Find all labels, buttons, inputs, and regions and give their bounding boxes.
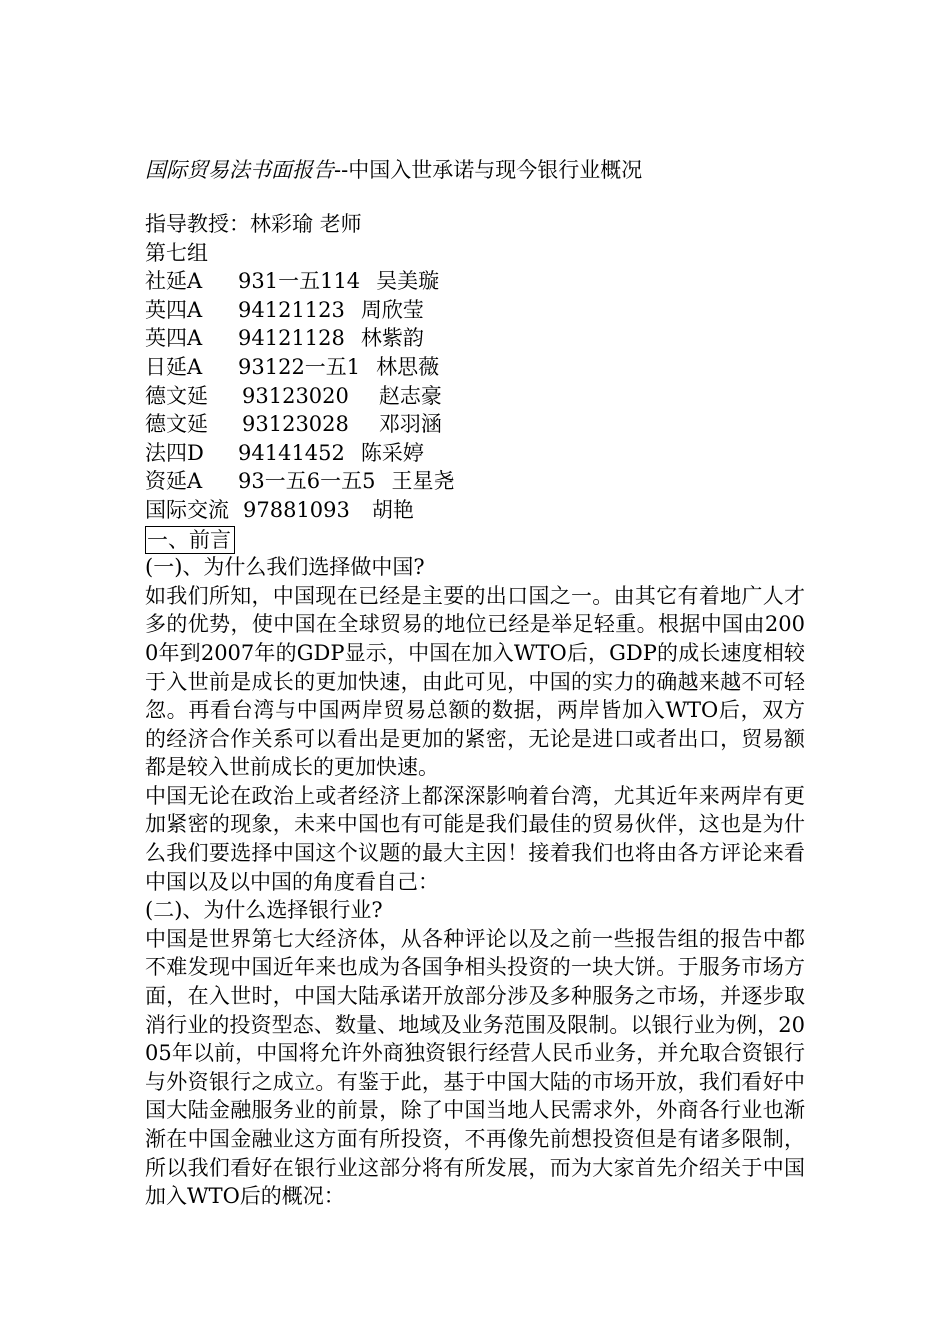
member-id: 97881093 — [243, 497, 350, 522]
member-name: 陈采婷 — [360, 440, 424, 465]
member-name: 胡艳 — [371, 497, 414, 522]
member-name: 吴美璇 — [376, 269, 440, 294]
member-id: 93122一五1 — [238, 354, 361, 379]
section-heading-row — [145, 525, 805, 554]
member-row — [145, 267, 805, 296]
member-class: 法四D — [145, 440, 204, 465]
member-id: 93123020 — [242, 383, 349, 408]
member-class: 社延A — [145, 269, 203, 294]
member-id: 93一五6一五5 — [238, 469, 376, 494]
member-class: 德文延 — [145, 383, 208, 408]
member-class: 德文延 — [145, 412, 208, 437]
member-id: 94121128 — [238, 326, 345, 351]
section-heading-preface: 一、前言 — [145, 526, 235, 554]
group-label: 第七组 — [145, 240, 208, 265]
paragraph: 如我们所知，中国现在已经是主要的出口国之一。由其它有着地广人才多的优势，使中国在全球贸易的地位已经是举足轻重。根据中国由2000年到2007年的GDP显示，中国在加入WTO后，GDP的成长速度相较于入世前是成长的更加快速，由此可见，中国的实力的确越来越不可轻忽。再看台湾与中国两岸贸易总额的数据，两岸皆加入WTO后，双方的经济合作关系可以看出是更加的紧密，无论是进口或者出口，贸易额都是较入世前成长的更加快速。 — [145, 583, 805, 780]
member-id: 94121123 — [238, 297, 345, 322]
paragraph: 中国无论在政治上或者经济上都深深影响着台湾，尤其近年来两岸有更加紧密的现象，未来中国也有可能是我们最佳的贸易伙伴，这也是为什么我们要选择中国这个议题的最大主因！接着我们也将由各方评论来看中国以及以中国的角度看自己： — [145, 783, 805, 894]
member-row — [145, 496, 805, 525]
member-name: 林紫韵 — [360, 326, 424, 351]
subsection-heading-why-banking: (二)、为什么选择银行业? — [145, 898, 383, 923]
subsection-heading-why-china: (一)、为什么我们选择做中国? — [145, 555, 425, 580]
member-row — [145, 296, 805, 325]
member-name: 周欣莹 — [360, 297, 424, 322]
member-id: 931一五114 — [238, 269, 361, 294]
member-class: 英四A — [145, 297, 203, 322]
member-row — [145, 324, 805, 353]
member-name: 王星尧 — [391, 469, 455, 494]
member-id: 94141452 — [238, 440, 345, 465]
report-title — [145, 152, 805, 188]
member-name: 赵志豪 — [378, 383, 442, 408]
member-row — [145, 439, 805, 468]
member-class: 国际交流 — [145, 497, 229, 522]
document-body — [145, 152, 805, 1211]
member-row — [145, 467, 805, 496]
member-row — [145, 410, 805, 439]
member-class: 日延A — [145, 354, 203, 379]
advisor-line: 指导教授：林彩瑜 老师 — [145, 212, 362, 236]
member-class: 英四A — [145, 326, 203, 351]
member-id: 93123028 — [242, 412, 349, 437]
paragraph: 中国是世界第七大经济体，从各种评论以及之前一些报告组的报告中都不难发现中国近年来也成为各国争相头投资的一块大饼。于服务市场方面，在入世时，中国大陆承诺开放部分涉及多种服务之市场，并逐步取消行业的投资型态、数量、地域及业务范围及限制。以银行业为例，2005年以前，中国将允许外商独资银行经营人民币业务，并允取合资银行与外资银行之成立。有鉴于此，基于中国大陆的市场开放，我们看好中国大陆金融服务业的前景，除了中国当地人民需求外，外商各行业也渐渐在中国金融业这方面有所投资，不再像先前想投资但是有诸多限制，所以我们看好在银行业这部分将有所发展，而为大家首先介绍关于中国加入WTO后的概况： — [145, 926, 805, 1209]
member-row — [145, 353, 805, 382]
report-title-italic: 国际贸易法书面报告 — [145, 158, 334, 182]
member-class: 资延A — [145, 469, 203, 494]
member-name: 邓羽涵 — [378, 412, 442, 437]
member-list — [145, 267, 805, 524]
member-name: 林思薇 — [376, 354, 440, 379]
member-row — [145, 382, 805, 411]
report-title-subtitle: --中国入世承诺与现今银行业概况 — [334, 158, 643, 182]
